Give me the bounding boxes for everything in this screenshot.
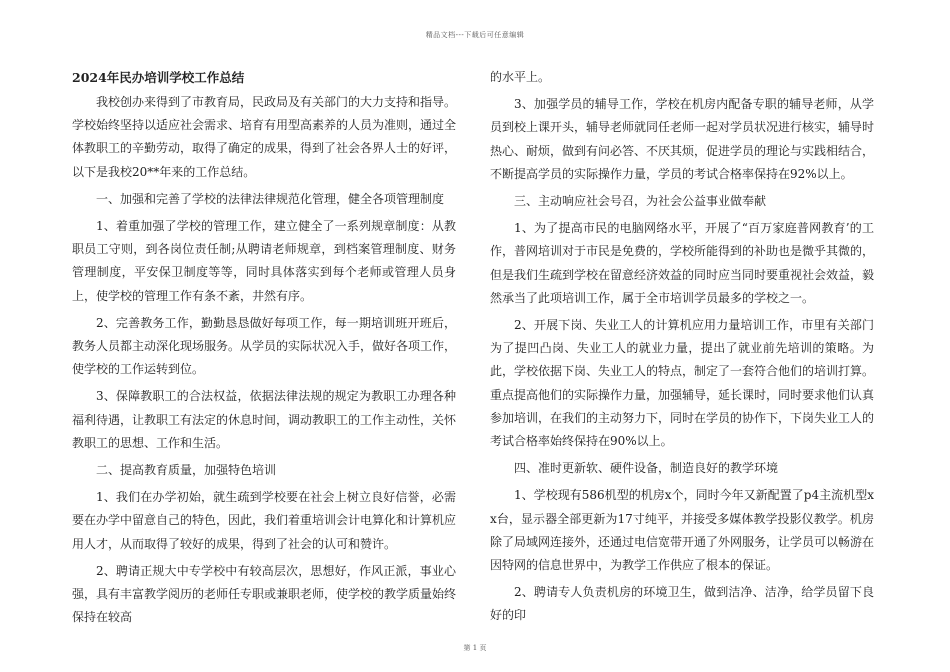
paragraph: 1、为了提高市民的电脑网络水平，开展了“百万家庭普网教育’的工作，普网培训对于市民是免费的，学校所能得到的补助也是微乎其微的，但是我们生疏到学校在留意经济效益的同时应当同时要重视社会效益，毅然承当了此项培训工作，属于全市培训学员最多的学校之一。 xyxy=(490,221,875,305)
paragraph: 我校创办来得到了市教育局，民政局及有关部门的大力支持和指导。学校始终坚持以适应社会需求、培育有用型高素养的人员为准则，通过全体教职工的辛勤劳动，取得了确定的成果，得到了社会各界人士的好评，以下是我校20**年来的工作总结。 xyxy=(72,95,457,179)
paragraph: 2、聘请专人负责机房的环境卫生，做到洁净、洁净，给学员留下良好的印 xyxy=(490,585,874,623)
page-number: 第 1 页 xyxy=(463,644,487,652)
paragraph: 1、学校现有586机型的机房x个，同时今年又新配置了p4主流机型xx台，显示器全部更新为17寸纯平，并接受多媒体教学投影仪教学。机房除了局域网连接外，还通过电信宽带开通了外网服务，让学员可以畅游在因特网的信息世界中，为教学工作供应了根本的保证。 xyxy=(490,488,875,573)
left-column xyxy=(72,66,456,633)
paragraph: 2、完善教务工作，勤勤恳恳做好每项工作，每一期培训班开班后，教务人员都主动深化现场服务。从学员的实际状况入手，做好各项工作，使学校的工作运转到位。 xyxy=(72,315,457,377)
paragraph: 1、我们在办学初始，就生疏到学校要在社会上树立良好信誉，必需要在办学中留意自己的特色，因此，我们着重培训会计电算化和计算机应用人才，从而取得了较好的成果，得到了社会的认可和赞许。 xyxy=(72,490,457,551)
page-header: 精品文档---下载后可任意编辑 xyxy=(425,31,525,39)
paragraph: 3、加强学员的辅导工作，学校在机房内配备专职的辅导老师，从学员到校上课开头，辅导老师就同任老师一起对学员状况进行核实，辅导时热心、耐烦，做到有问必答、不厌其烦，促进学员的理论与实践相结合，不断提高学员的实际操作力量，学员的考试合格率保持在92%以上。 xyxy=(490,97,875,181)
paragraph: 1、着重加强了学校的管理工作，建立健全了一系列规章制度：从教职员工守则，到各岗位责任制;从聘请老师规章，到档案管理制度、财务管理制度，平安保卫制度等等，同时具体落实到每个老师或管理人员身上，使学校的管理工作有条不紊，井然有序。 xyxy=(72,219,456,303)
document-title: 2024年民办培训学校工作总结 xyxy=(72,70,245,85)
section-heading: 二、提高教育质量，加强特色培训 xyxy=(96,463,277,478)
section-heading: 一、加强和完善了学校的法律法律规范化管理，健全各项管理制度 xyxy=(96,191,445,206)
paragraph: 3、保障教职工的合法权益，依据法律法规的规定为教职工办理各种福利待遇，让教职工有法定的休息时间，调动教职工的工作主动性，关怀教职工的思想、工作和生活。 xyxy=(72,389,457,450)
section-heading: 三、主动响应社会号召，为社会公益事业做奉献 xyxy=(514,194,767,209)
section-heading: 四、准时更新软、硬件设备，制造良好的教学环境 xyxy=(514,461,779,476)
paragraph-continuation: 的水平上。 xyxy=(490,70,551,84)
paragraph: 2、开展下岗、失业工人的计算机应用力量培训工作，市里有关部门为了提凹凸岗、失业工人的就业力量，提出了就业前先培训的策略。为此，学校依据下岗、失业工人的特点，制定了一套符合他们的培训打算。重点提高他们的实际操作力量，加强辅导，延长课时，同时要求他们认真参加培训，在我们的主动努力下，同时在学员的协作下，下岗失业工人的考试合格率始终保持在90%以上。 xyxy=(490,318,875,449)
right-column xyxy=(490,66,874,632)
paragraph: 2、聘请正规大中专学校中有较高层次，思想好，作风正派，事业心强，具有丰富教学阅历的老师任专职或兼职老师，使学校的教学质量始终保持在较高 xyxy=(72,563,457,625)
